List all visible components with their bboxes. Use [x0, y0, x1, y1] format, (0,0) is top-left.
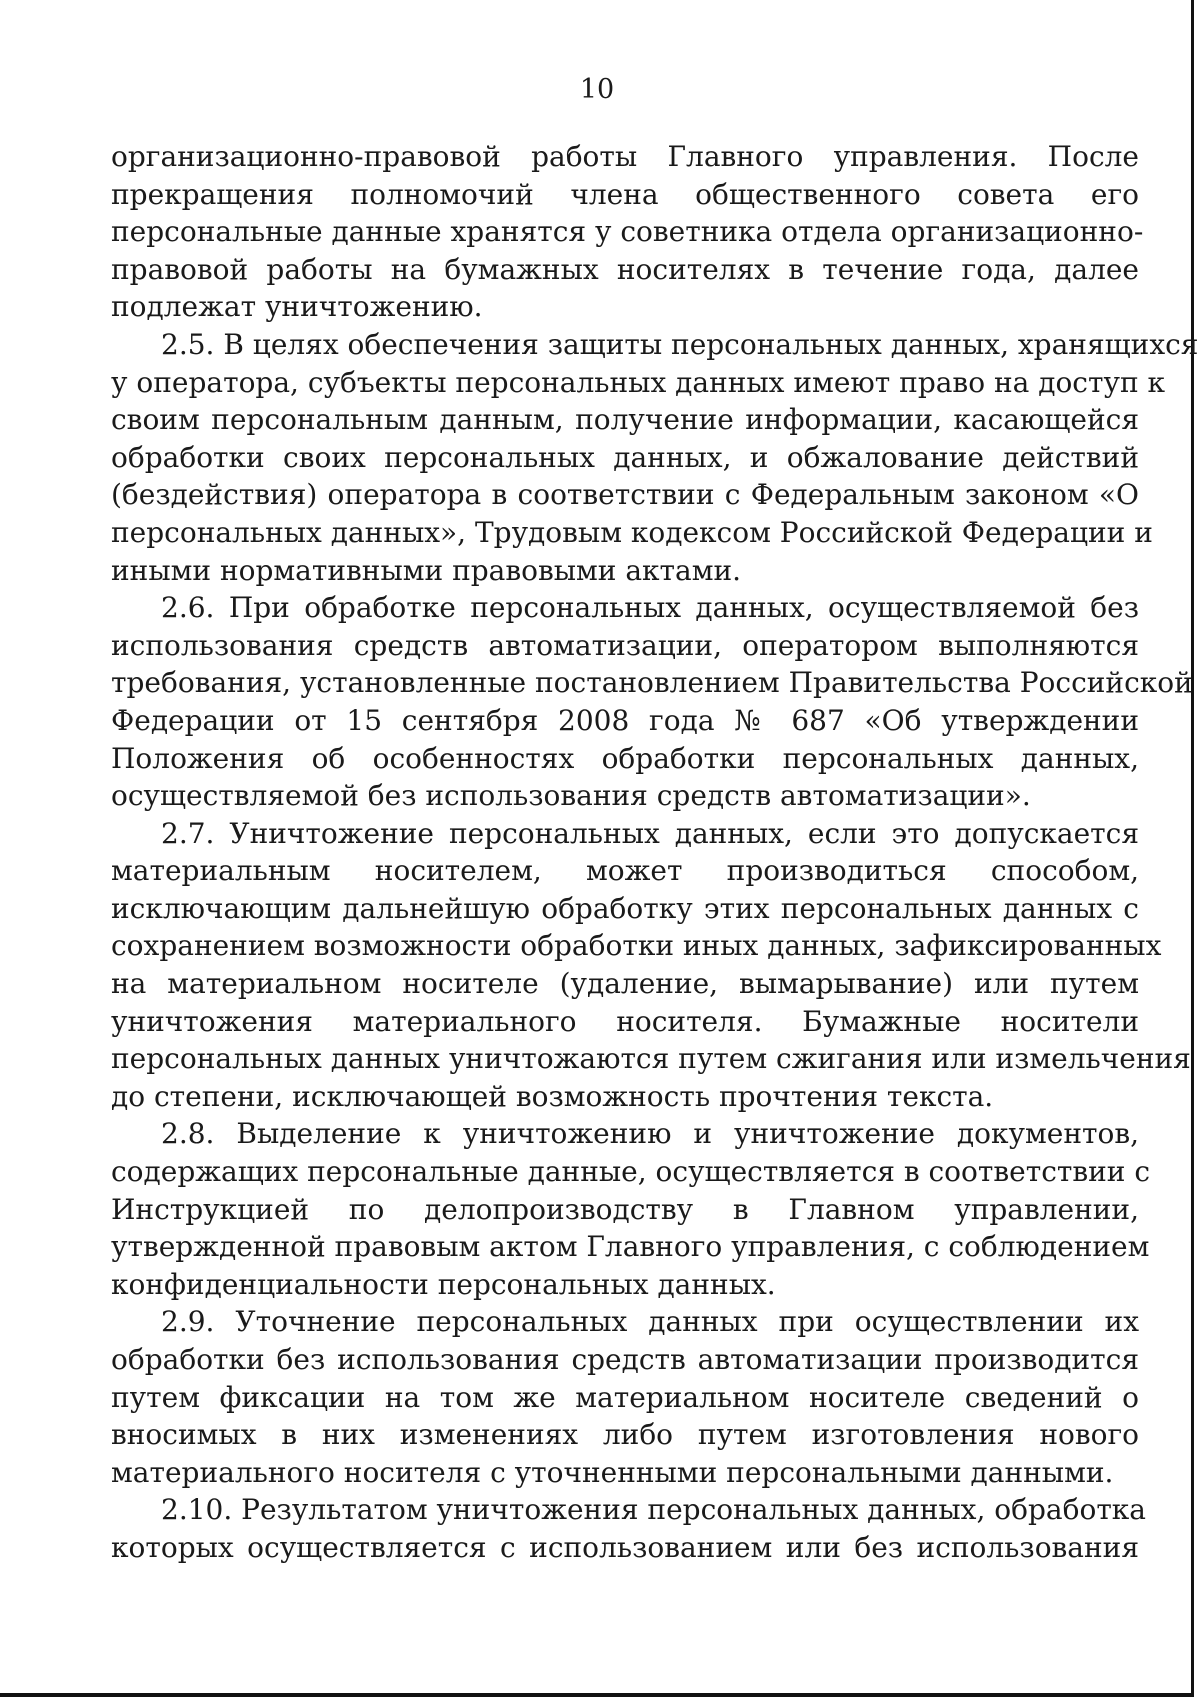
- text-line: иными нормативными правовыми актами.: [111, 553, 742, 587]
- text-line: исключающим дальнейшую обработку этих персональных данных с: [111, 891, 1139, 925]
- text-line: 2.7. Уничтожение персональных данных, если это допускается: [161, 816, 1139, 850]
- text-line: конфиденциальности персональных данных.: [111, 1267, 776, 1301]
- text-line: у оператора, субъекты персональных данных имеют право на доступ к: [111, 365, 1166, 399]
- text-line: путем фиксации на том же материальном носителе сведений о: [111, 1380, 1139, 1414]
- text-line: вносимых в них изменениях либо путем изготовления нового: [111, 1418, 1139, 1452]
- text-line: до степени, исключающей возможность прочтения текста.: [111, 1079, 994, 1113]
- document-body: [111, 138, 1199, 1567]
- text-line: правовой работы на бумажных носителях в течение года, далее: [111, 252, 1139, 286]
- paragraph-2-5: [111, 326, 1199, 589]
- text-line: прекращения полномочий члена общественного совета его: [111, 177, 1139, 211]
- text-line: 2.5. В целях обеспечения защиты персональных данных, хранящихся: [161, 327, 1199, 361]
- text-line: 2.10. Результатом уничтожения персональных данных, обработка: [161, 1493, 1147, 1527]
- paragraph-continuation: [111, 138, 1144, 326]
- text-line: содержащих персональные данные, осуществляется в соответствии с: [111, 1155, 1151, 1189]
- text-line: осуществляемой без использования средств автоматизации».: [111, 779, 1031, 813]
- text-line: 2.8. Выделение к уничтожению и уничтожение документов,: [161, 1117, 1139, 1151]
- text-line: требования, установленные постановлением Правительства Российской: [111, 666, 1193, 700]
- page-number: 10: [579, 74, 615, 105]
- paragraph-2-9: [111, 1303, 1139, 1491]
- text-line: персональные данные хранятся у советника отдела организационно-: [111, 215, 1144, 249]
- paragraph-2-7: [111, 815, 1191, 1116]
- text-line: Инструкцией по делопроизводству в Главном управлении,: [111, 1192, 1139, 1226]
- paragraph-2-6: [111, 589, 1193, 815]
- text-line: уничтожения материального носителя. Бумажные носители: [111, 1004, 1139, 1038]
- text-line: утвержденной правовым актом Главного управления, с соблюдением: [111, 1230, 1150, 1264]
- text-line: которых осуществляется с использованием или без использования: [111, 1530, 1139, 1564]
- paragraph-2-10: [111, 1491, 1147, 1566]
- paragraph-2-8: [111, 1115, 1151, 1303]
- text-line: персональных данных», Трудовым кодексом Российской Федерации и: [111, 515, 1153, 549]
- text-line: материальным носителем, может производиться способом,: [111, 854, 1139, 888]
- text-line: материального носителя с уточненными персональными данными.: [111, 1455, 1114, 1489]
- text-line: 2.9. Уточнение персональных данных при осуществлении их: [161, 1305, 1139, 1339]
- text-line: персональных данных уничтожаются путем сжигания или измельчения: [111, 1042, 1191, 1076]
- text-line: использования средств автоматизации, оператором выполняются: [111, 628, 1139, 662]
- text-line: Положения об особенностях обработки персональных данных,: [111, 741, 1139, 775]
- text-line: на материальном носителе (удаление, вымарывание) или путем: [111, 967, 1139, 1001]
- text-line: организационно-правовой работы Главного управления. После: [111, 140, 1139, 173]
- text-line: сохранением возможности обработки иных данных, зафиксированных: [111, 929, 1162, 963]
- text-line: обработки без использования средств автоматизации производится: [111, 1343, 1139, 1376]
- text-line: 2.6. При обработке персональных данных, осуществляемой без: [161, 591, 1139, 625]
- text-line: Федерации от 15 сентября 2008 года № 687 «Об утверждении: [111, 703, 1139, 737]
- text-line: обработки своих персональных данных, и обжалование действий: [111, 440, 1139, 474]
- text-line: подлежат уничтожению.: [111, 290, 483, 324]
- text-line: своим персональным данным, получение информации, касающейся: [111, 403, 1139, 437]
- text-line: (бездействия) оператора в соответствии с Федеральным законом «О: [111, 478, 1139, 512]
